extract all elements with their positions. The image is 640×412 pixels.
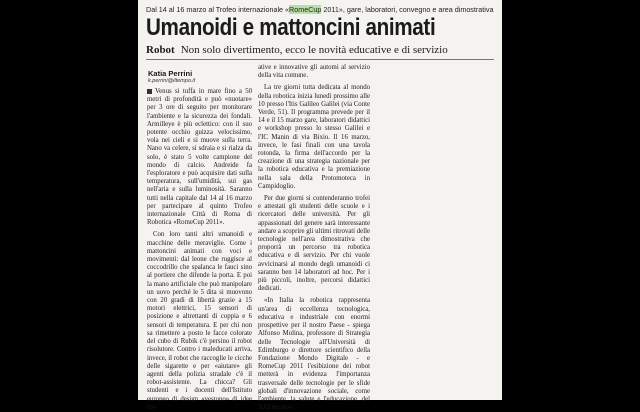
article-column-2 xyxy=(258,64,370,412)
paragraph: Con loro tanti altri umanoidi e macchine delle meraviglie. Come i mattoncini animati con voci e movimenti: dal leone che ruggisce al coccodrillo che spalanca le fauci sino al portiere che difende la porta. E poi la mano artificiale che può manipolare un uovo perché le 5 dita si muovono con 20 gradi di libertà grazie a 15 motori elettrici, 15 sensori di posizione e altrettanti di coppia e 6 sensori di temperatura. E per chi non sa rimettere a posto le facce colorate del cubo di Rubik c'è persino il robot risolutore. Contro i maleducati arriva, invece, il robot che raccoglie le cicche delle sigarette e per «aiutare» gli agenti della polizia stradale c'è il robot-assistente. La chicca? Gli studenti e i docenti dell'Istituto europeo di design «vestono» di idee cre- xyxy=(147,231,252,411)
kicker-text: Dal 14 al 16 marzo al Trofeo internazionale « xyxy=(146,5,290,14)
author-name: Katia Perrini xyxy=(148,69,193,78)
subtitle-text: Non solo divertimento, ecco le novità educative e di servizio xyxy=(180,44,448,56)
headline-divider xyxy=(146,59,494,60)
paragraph xyxy=(147,88,252,227)
paragraph-text: Venus si tuffa in mare fino a 50 metri di profondità e può «nuotare» per 3 ore di seguito per monitorare l'ambiente e la sicurezza dei fondali. Armilleye è più eclettico: con il suo potente occhio guizza velocissimo, vola nei cieli e si muove sulla terra. Nano va celere, si sdraia e si rialza da solo, è stato 5 volte campione del mondo di calcio. Andreide fa l'esploratore e può acquisire dati sulla temperatura, sull'umidità, sui gas nell'aria e sulla luminosità. Saranno tutti nella capitale dal 14 al 16 marzo per partecipare al quinto Trofeo internazionale Città di Roma di Robotica «RomeCup 2011». xyxy=(147,88,252,227)
newspaper-clipping xyxy=(138,0,502,412)
subtitle xyxy=(146,44,502,56)
kicker xyxy=(146,5,496,14)
paragraph: «In Italia la robotica rappresenta un'area di eccellenza tecnologica, educativa e industriale con enormi prospettive per il nostro Paese - spiega Alfonso Molina, professore di Strategia delle Tecnologie all'Università di Edimburgo e direttore scientifico della Fondazione Mondo Digitale - e RomeCup 2011 l'esibizione dei robot metterà in evidenza l'importanza trasversale delle tecnologie per le sfide globali d'innovazione sociale, come l'ambiente, la salute e l'educazione, del XXI secolo». xyxy=(258,297,370,412)
paragraph: ative e innovative gli automi al servizio della vita comune. xyxy=(258,64,370,80)
headline: Umanoidi e mattoncini animati xyxy=(146,14,436,41)
kicker-highlight: RomeCup xyxy=(289,5,322,14)
article-column-1 xyxy=(147,88,252,412)
paragraph: La tre giorni tutta dedicata al mondo della robotica inizia lunedì prossimo alle 10 presso l'Itis Galileo Galilei (via Conte Verde, 51). Il programma prevede per il 14 e il 15 marzo gare, laboratori didattici e workshop presso lo stesso Galilei e l'IC Manin di via Bixio. Il 16 marzo, invece, le fasi finali con una tavola rotonda, la firma dell'accordo per la creazione di una strategia nazionale per la robotica educativa e la premiazione nella sala della Protomoteca in Campidoglio. xyxy=(258,84,370,190)
paragraph-bullet-icon xyxy=(147,89,152,94)
kicker-tail: 2011», gare, laboratori, convegno e area dimostrativa xyxy=(321,5,494,14)
author-email: k.perrini@iltempo.it xyxy=(148,78,196,84)
byline xyxy=(148,69,248,84)
paragraph: Per due giorni si contenderanno trofei e attestati gli studenti delle scuole e i ricercatori delle università. Per gli appassionati del genere sarà interessante andare a scoprire gli ultimi ritrovati delle tecnologie nell'area dimostrativa che proporrà un percorso tra robotica educativa e di servizio. Per chi vuole avvicinarsi al mondo degli umanoidi ci saranno ben 14 laboratori ad hoc. Per i più piccoli, inoltre, percorsi didattici dedicati. xyxy=(258,195,370,293)
subtitle-label: Robot xyxy=(146,44,175,56)
